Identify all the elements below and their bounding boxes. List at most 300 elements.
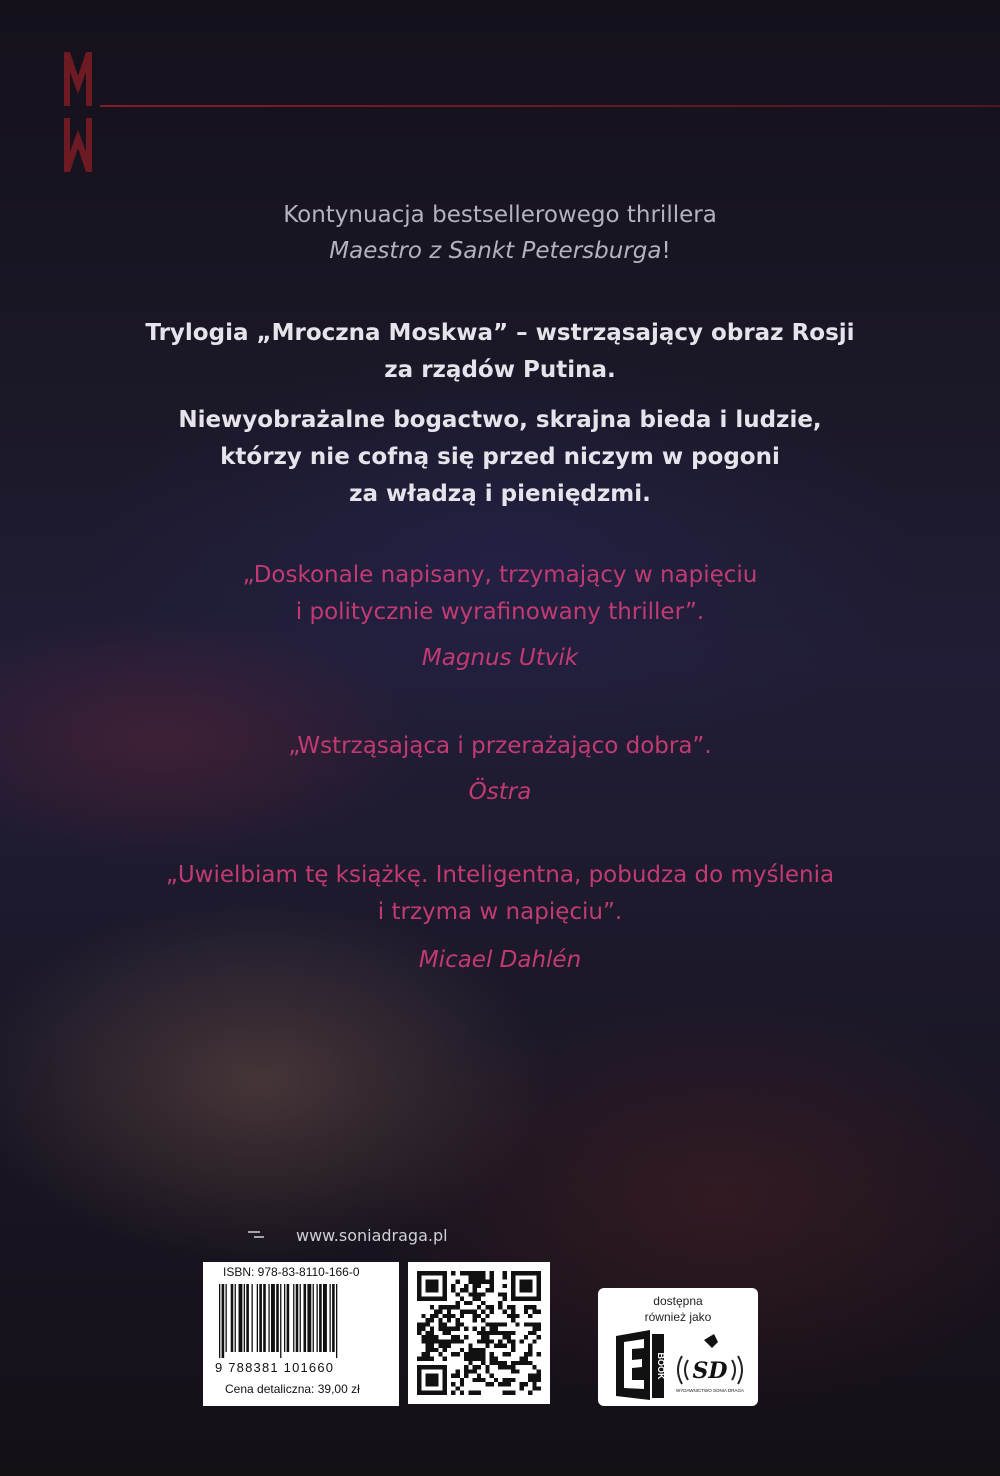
qr-module <box>494 1344 498 1348</box>
review-line: i politycznie wyrafinowany thriller”. <box>295 599 705 625</box>
qr-module <box>537 1309 541 1313</box>
qr-module <box>481 1280 485 1284</box>
qr-module <box>528 1378 532 1382</box>
qr-module <box>455 1374 459 1378</box>
qr-module <box>485 1382 489 1386</box>
qr-module <box>532 1378 536 1382</box>
qr-module <box>426 1322 430 1326</box>
qr-module <box>503 1361 507 1365</box>
qr-module <box>473 1284 477 1288</box>
qr-module <box>481 1309 485 1313</box>
qr-module <box>511 1339 515 1343</box>
qr-module <box>507 1339 511 1343</box>
qr-module <box>503 1284 507 1288</box>
qr-module <box>537 1352 541 1356</box>
qr-module <box>485 1339 489 1343</box>
qr-module <box>528 1374 532 1378</box>
qr-module <box>477 1280 481 1284</box>
qr-module <box>477 1357 481 1361</box>
barcode-bar <box>271 1284 275 1352</box>
qr-module <box>464 1284 468 1288</box>
qr-module <box>464 1309 468 1313</box>
qr-module <box>464 1335 468 1339</box>
qr-module <box>421 1357 425 1361</box>
qr-module <box>511 1331 515 1335</box>
qr-module <box>430 1314 434 1318</box>
qr-module <box>447 1331 451 1335</box>
qr-module <box>447 1327 451 1331</box>
qr-module <box>455 1335 459 1339</box>
qr-module <box>443 1322 447 1326</box>
qr-module <box>490 1357 494 1361</box>
qr-module <box>481 1348 485 1352</box>
barcode-bar <box>222 1284 225 1358</box>
qr-module <box>473 1292 477 1296</box>
blurb-line: za władzą i pieniędzmi. <box>349 481 651 507</box>
barcode-panel <box>203 1262 399 1406</box>
barcode-bar <box>287 1284 290 1352</box>
qr-code-icon <box>417 1271 541 1395</box>
qr-module <box>477 1391 481 1395</box>
qr-module <box>468 1280 472 1284</box>
review-quote-3 <box>0 857 1000 931</box>
qr-module <box>451 1305 455 1309</box>
barcode-digits: 9 788381 101660 <box>215 1360 335 1375</box>
qr-module <box>426 1331 430 1335</box>
qr-module <box>438 1318 442 1322</box>
qr-module <box>490 1280 494 1284</box>
qr-module <box>477 1339 481 1343</box>
qr-module <box>468 1292 472 1296</box>
qr-module <box>490 1327 494 1331</box>
qr-module <box>485 1369 489 1373</box>
qr-module <box>438 1352 442 1356</box>
qr-module <box>477 1305 481 1309</box>
qr-module <box>498 1331 502 1335</box>
qr-module <box>464 1301 468 1305</box>
barcode-bar <box>268 1284 269 1352</box>
qr-module <box>417 1357 421 1361</box>
qr-module <box>477 1297 481 1301</box>
qr-module <box>477 1331 481 1335</box>
qr-module <box>430 1305 434 1309</box>
qr-module <box>447 1309 451 1313</box>
intro-text <box>0 197 1000 269</box>
qr-module <box>473 1357 477 1361</box>
qr-module <box>503 1292 507 1296</box>
qr-module <box>511 1369 515 1373</box>
qr-module <box>477 1365 481 1369</box>
qr-module <box>532 1382 536 1386</box>
qr-module <box>468 1275 472 1279</box>
qr-module <box>421 1335 425 1339</box>
qr-module <box>528 1391 532 1395</box>
qr-module <box>473 1297 477 1301</box>
qr-module <box>473 1369 477 1373</box>
qr-module <box>490 1361 494 1365</box>
qr-module <box>537 1369 541 1373</box>
qr-module <box>443 1339 447 1343</box>
qr-module <box>430 1357 434 1361</box>
qr-module <box>473 1275 477 1279</box>
qr-module <box>507 1382 511 1386</box>
barcode-bar <box>239 1284 243 1352</box>
qr-module <box>443 1331 447 1335</box>
qr-module <box>421 1314 425 1318</box>
qr-module <box>507 1331 511 1335</box>
qr-module <box>455 1322 459 1326</box>
qr-module <box>430 1318 434 1322</box>
qr-module <box>494 1322 498 1326</box>
qr-module <box>481 1331 485 1335</box>
qr-module <box>537 1378 541 1382</box>
qr-module <box>468 1309 472 1313</box>
qr-module <box>507 1305 511 1309</box>
qr-module <box>481 1361 485 1365</box>
barcode-bar <box>246 1284 249 1352</box>
blurb-paragraph-1 <box>0 315 1000 389</box>
qr-module <box>451 1284 455 1288</box>
qr-module <box>485 1314 489 1318</box>
qr-module <box>460 1297 464 1301</box>
qr-module <box>455 1280 459 1284</box>
barcode-bar <box>300 1284 301 1352</box>
qr-module <box>481 1275 485 1279</box>
qr-code-panel[interactable] <box>408 1262 550 1404</box>
qr-module <box>451 1352 455 1356</box>
qr-module <box>532 1331 536 1335</box>
qr-module <box>498 1365 502 1369</box>
qr-module <box>485 1344 489 1348</box>
qr-module <box>498 1292 502 1296</box>
qr-module <box>532 1327 536 1331</box>
review-quote-1 <box>0 557 1000 631</box>
qr-module <box>481 1352 485 1356</box>
qr-module <box>481 1301 485 1305</box>
intro-title-line <box>0 233 1000 269</box>
qr-module <box>507 1378 511 1382</box>
qr-module <box>455 1369 459 1373</box>
ebook-badge-line-1: dostępna <box>653 1294 703 1308</box>
blurb-paragraph-2 <box>0 402 1000 513</box>
qr-module <box>532 1365 536 1369</box>
qr-module <box>511 1391 515 1395</box>
qr-module <box>460 1348 464 1352</box>
qr-module <box>438 1344 442 1348</box>
review-line: „Doskonale napisany, trzymający w napięciu <box>242 562 758 588</box>
website-link[interactable]: www.soniadraga.pl <box>296 1226 448 1245</box>
qr-module <box>511 1344 515 1348</box>
publisher-logo-icon <box>674 1330 746 1400</box>
qr-finder <box>426 1280 439 1293</box>
qr-module <box>451 1327 455 1331</box>
qr-module <box>477 1292 481 1296</box>
barcode-bar <box>252 1284 253 1352</box>
qr-module <box>477 1314 481 1318</box>
qr-module <box>473 1378 477 1382</box>
qr-module <box>537 1386 541 1390</box>
qr-module <box>460 1322 464 1326</box>
blurb-line: którzy nie cofną się przed niczym w pogoni <box>220 444 780 470</box>
qr-module <box>532 1305 536 1309</box>
qr-module <box>503 1271 507 1275</box>
qr-module <box>503 1344 507 1348</box>
barcode-bar <box>259 1284 262 1352</box>
qr-module <box>451 1314 455 1318</box>
qr-module <box>455 1327 459 1331</box>
qr-module <box>485 1288 489 1292</box>
barcode-bar <box>296 1284 299 1352</box>
qr-module <box>455 1386 459 1390</box>
qr-module <box>481 1327 485 1331</box>
qr-module <box>511 1318 515 1322</box>
review-line: „Uwielbiam tę książkę. Inteligentna, pobudza do myślenia <box>165 862 835 888</box>
barcode-bar <box>235 1284 236 1352</box>
qr-module <box>520 1357 524 1361</box>
barcode-bar <box>313 1284 314 1352</box>
qr-module <box>426 1357 430 1361</box>
qr-module <box>464 1327 468 1331</box>
qr-module <box>524 1305 528 1309</box>
qr-module <box>455 1318 459 1322</box>
qr-module <box>451 1382 455 1386</box>
qr-module <box>421 1352 425 1356</box>
qr-module <box>494 1378 498 1382</box>
barcode-bar <box>330 1284 331 1352</box>
qr-module <box>511 1361 515 1365</box>
barcode-bar <box>284 1284 285 1352</box>
qr-module <box>498 1305 502 1309</box>
qr-module <box>477 1284 481 1288</box>
qr-module <box>460 1378 464 1382</box>
qr-module <box>494 1361 498 1365</box>
barcode-bar <box>276 1284 279 1352</box>
qr-module <box>490 1309 494 1313</box>
isbn-label: ISBN: 978-83-8110-166-0 <box>223 1265 360 1279</box>
qr-module <box>464 1369 468 1373</box>
barcode-bar <box>263 1284 266 1352</box>
qr-module <box>507 1314 511 1318</box>
qr-module <box>528 1322 532 1326</box>
barcode-bar <box>323 1284 327 1352</box>
qr-module <box>447 1339 451 1343</box>
qr-module <box>485 1322 489 1326</box>
barcode-bar <box>226 1284 227 1352</box>
qr-module <box>503 1335 507 1339</box>
qr-module <box>434 1348 438 1352</box>
barcode-bar <box>219 1284 220 1358</box>
qr-module <box>532 1386 536 1390</box>
barcode-bar <box>317 1284 318 1352</box>
qr-module <box>490 1275 494 1279</box>
qr-module <box>528 1352 532 1356</box>
qr-module <box>473 1318 477 1322</box>
qr-module <box>417 1327 421 1331</box>
qr-module <box>464 1357 468 1361</box>
qr-module <box>528 1314 532 1318</box>
qr-module <box>503 1309 507 1313</box>
qr-module <box>417 1322 421 1326</box>
qr-finder <box>426 1374 439 1387</box>
qr-module <box>443 1357 447 1361</box>
qr-module <box>468 1344 472 1348</box>
qr-module <box>481 1357 485 1361</box>
qr-module <box>511 1309 515 1313</box>
qr-module <box>473 1288 477 1292</box>
qr-module <box>524 1352 528 1356</box>
qr-module <box>434 1314 438 1318</box>
qr-module <box>451 1374 455 1378</box>
qr-module <box>473 1280 477 1284</box>
qr-module <box>455 1305 459 1309</box>
qr-module <box>455 1339 459 1343</box>
qr-module <box>468 1369 472 1373</box>
qr-module <box>460 1391 464 1395</box>
qr-module <box>430 1339 434 1343</box>
qr-module <box>464 1374 468 1378</box>
publisher-small-text: WYDAWNICTWO SONIA DRAGA <box>675 1388 745 1393</box>
qr-module <box>417 1331 421 1335</box>
qr-module <box>464 1288 468 1292</box>
qr-module <box>481 1318 485 1322</box>
qr-module <box>511 1365 515 1369</box>
qr-module <box>443 1327 447 1331</box>
qr-module <box>460 1339 464 1343</box>
qr-module <box>494 1357 498 1361</box>
barcode-bar <box>231 1284 234 1352</box>
qr-module <box>528 1348 532 1352</box>
qr-module <box>481 1335 485 1339</box>
qr-module <box>481 1271 485 1275</box>
qr-module <box>477 1378 481 1382</box>
intro-title-suffix: ! <box>661 238 671 264</box>
series-monogram-icon <box>62 50 94 174</box>
qr-module <box>438 1305 442 1309</box>
qr-module <box>455 1301 459 1305</box>
qr-module <box>532 1374 536 1378</box>
qr-module <box>447 1314 451 1318</box>
barcode-bar <box>336 1284 337 1358</box>
qr-module <box>481 1378 485 1382</box>
qr-module <box>451 1391 455 1395</box>
qr-module <box>477 1374 481 1378</box>
qr-module <box>473 1352 477 1356</box>
qr-module <box>494 1327 498 1331</box>
qr-module <box>434 1309 438 1313</box>
qr-module <box>430 1348 434 1352</box>
qr-module <box>481 1339 485 1343</box>
qr-module <box>503 1382 507 1386</box>
qr-module <box>498 1361 502 1365</box>
qr-module <box>511 1348 515 1352</box>
qr-module <box>426 1335 430 1339</box>
barcode-bar <box>293 1284 294 1352</box>
qr-module <box>473 1271 477 1275</box>
qr-module <box>473 1365 477 1369</box>
qr-module <box>455 1352 459 1356</box>
qr-module <box>421 1327 425 1331</box>
qr-module <box>473 1314 477 1318</box>
blurb-line: za rządów Putina. <box>384 357 616 383</box>
review-line: „Wstrząsająca i przerażająco dobra”. <box>288 733 712 759</box>
qr-module <box>455 1292 459 1296</box>
qr-module <box>473 1348 477 1352</box>
qr-module <box>421 1322 425 1326</box>
qr-module <box>447 1344 451 1348</box>
qr-module <box>503 1322 507 1326</box>
barcode-bar <box>307 1284 311 1352</box>
qr-module <box>460 1288 464 1292</box>
qr-module <box>507 1391 511 1395</box>
qr-module <box>485 1305 489 1309</box>
qr-module <box>430 1344 434 1348</box>
qr-module <box>494 1331 498 1335</box>
qr-module <box>451 1288 455 1292</box>
qr-module <box>451 1271 455 1275</box>
qr-module <box>528 1344 532 1348</box>
qr-module <box>464 1271 468 1275</box>
qr-module <box>443 1305 447 1309</box>
qr-module <box>498 1339 502 1343</box>
qr-module <box>451 1339 455 1343</box>
qr-module <box>443 1314 447 1318</box>
qr-module <box>473 1309 477 1313</box>
qr-module <box>490 1382 494 1386</box>
qr-module <box>524 1361 528 1365</box>
qr-module <box>515 1322 519 1326</box>
qr-module <box>537 1322 541 1326</box>
qr-module <box>507 1365 511 1369</box>
qr-module <box>503 1391 507 1395</box>
qr-module <box>460 1382 464 1386</box>
qr-module <box>468 1357 472 1361</box>
qr-module <box>438 1339 442 1343</box>
qr-module <box>468 1352 472 1356</box>
cursor-arrow-icon <box>246 1228 266 1244</box>
qr-module <box>532 1322 536 1326</box>
review-line: i trzyma w napięciu”. <box>377 899 623 925</box>
ebook-logo-icon <box>610 1328 668 1402</box>
qr-module <box>490 1374 494 1378</box>
qr-finder <box>520 1280 533 1293</box>
barcode-bar <box>244 1284 245 1352</box>
qr-module <box>537 1335 541 1339</box>
qr-module <box>434 1335 438 1339</box>
qr-module <box>490 1339 494 1343</box>
qr-module <box>464 1365 468 1369</box>
qr-module <box>438 1309 442 1313</box>
qr-module <box>520 1361 524 1365</box>
qr-module <box>477 1352 481 1356</box>
qr-module <box>460 1309 464 1313</box>
qr-module <box>532 1339 536 1343</box>
qr-module <box>490 1271 494 1275</box>
qr-module <box>434 1339 438 1343</box>
previous-book-title: Maestro z Sankt Petersburga <box>329 238 662 264</box>
qr-module <box>532 1309 536 1313</box>
qr-module <box>507 1352 511 1356</box>
qr-module <box>468 1301 472 1305</box>
qr-module <box>498 1322 502 1326</box>
qr-module <box>473 1327 477 1331</box>
qr-module <box>447 1318 451 1322</box>
qr-module <box>498 1301 502 1305</box>
qr-module <box>460 1314 464 1318</box>
qr-module <box>477 1275 481 1279</box>
review-quote-2 <box>0 728 1000 765</box>
qr-module <box>524 1357 528 1361</box>
qr-module <box>485 1280 489 1284</box>
